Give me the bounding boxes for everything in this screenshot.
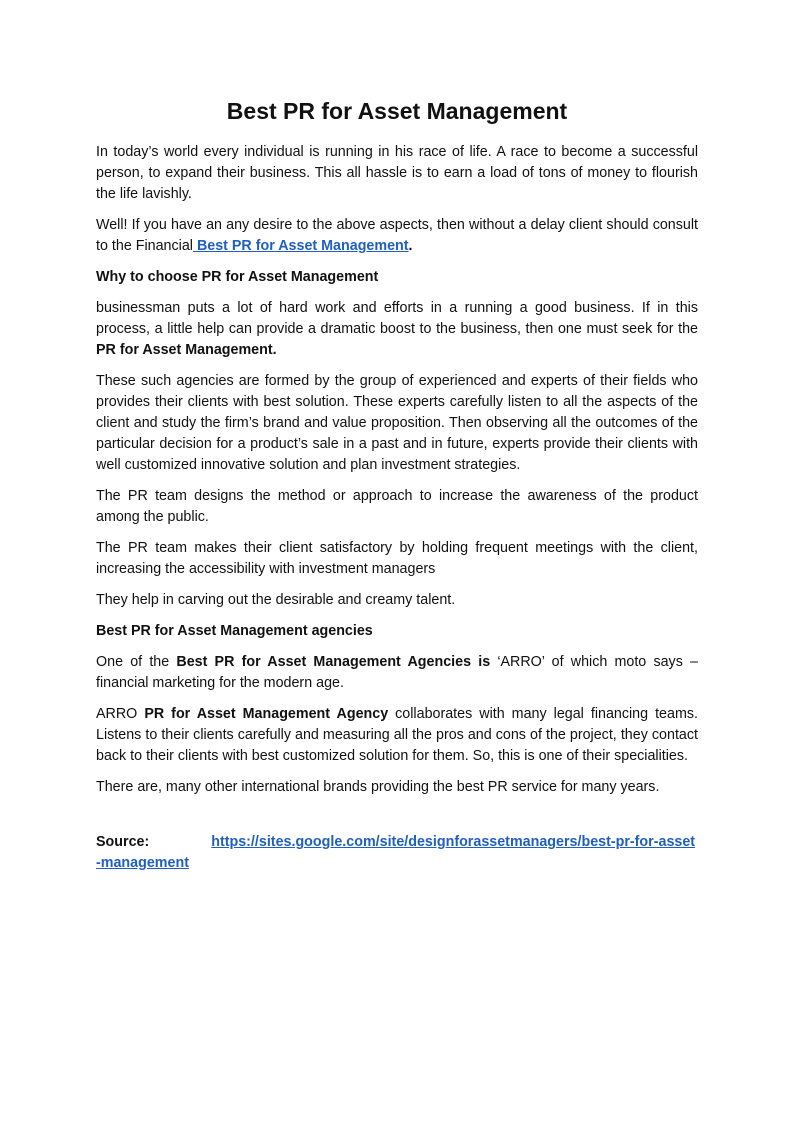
consult-paragraph (96, 215, 698, 257)
consult-end: . (408, 238, 413, 254)
arro-agency-pre: ARRO (96, 706, 145, 722)
source-label: Source: (96, 834, 150, 850)
arro-agency-post: collaborates with many legal financing teams. Listens to their clients carefully and measuring all the pros and cons of the project, they contact back to their clients with best customized solution for them. So, this is one of their specialities. (96, 706, 698, 764)
page-title: Best PR for Asset Management (226, 98, 568, 124)
source-link[interactable]: https://sites.google.com/site/designforassetmanagers/best-pr-for-asset-management (96, 834, 696, 871)
intro-paragraph: In today’s world every individual is running in his race of life. A race to become a successful person, to expand their business. This all hassle is to earn a load of tons of money to flourish the life lavishly. (96, 144, 698, 202)
pr-team-design-paragraph: The PR team designs the method or approach to increase the awareness of the product among the public. (96, 488, 698, 525)
section-heading-why: Why to choose PR for Asset Management (96, 269, 379, 285)
arro-bold: Best PR for Asset Management Agencies is (176, 654, 491, 670)
arro-agency-bold: PR for Asset Management Agency (144, 706, 389, 722)
section-heading-agencies: Best PR for Asset Management agencies (96, 623, 373, 639)
arro-pre: One of the (96, 654, 177, 670)
businessman-bold: PR for Asset Management. (96, 342, 277, 358)
best-pr-link[interactable]: Best PR for Asset Management (192, 238, 409, 254)
source-line (96, 832, 698, 874)
businessman-paragraph (96, 298, 698, 361)
talent-paragraph: They help in carving out the desirable and creamy talent. (96, 592, 456, 608)
arro-agency-paragraph (96, 704, 698, 767)
businessman-text: businessman puts a lot of hard work and efforts in a running a good business. If in this process, a little help can provide a dramatic boost to the business, then one must seek for the (96, 300, 698, 337)
pr-team-client-paragraph: The PR team makes their client satisfactory by holding frequent meetings with the client, increasing the accessibility with investment managers (96, 540, 698, 577)
brands-paragraph: There are, many other international brands providing the best PR service for many years. (96, 779, 660, 795)
arro-paragraph (96, 652, 698, 694)
consult-text: Well! If you have an any desire to the above aspects, then without a delay client should consult to the Financial (96, 217, 698, 254)
agencies-paragraph: These such agencies are formed by the group of experienced and experts of their fields who provides their clients with best solution. These experts carefully listen to all the aspects of the client and study the firm’s brand and value proposition. Then observing all the outcomes of the particular decision for a product’s sale in a past and in future, experts provide their clients with well customized innovative solution and plan investment strategies. (96, 373, 698, 473)
arro-post: ‘ARRO’ of which moto says – financial marketing for the modern age. (96, 654, 698, 691)
